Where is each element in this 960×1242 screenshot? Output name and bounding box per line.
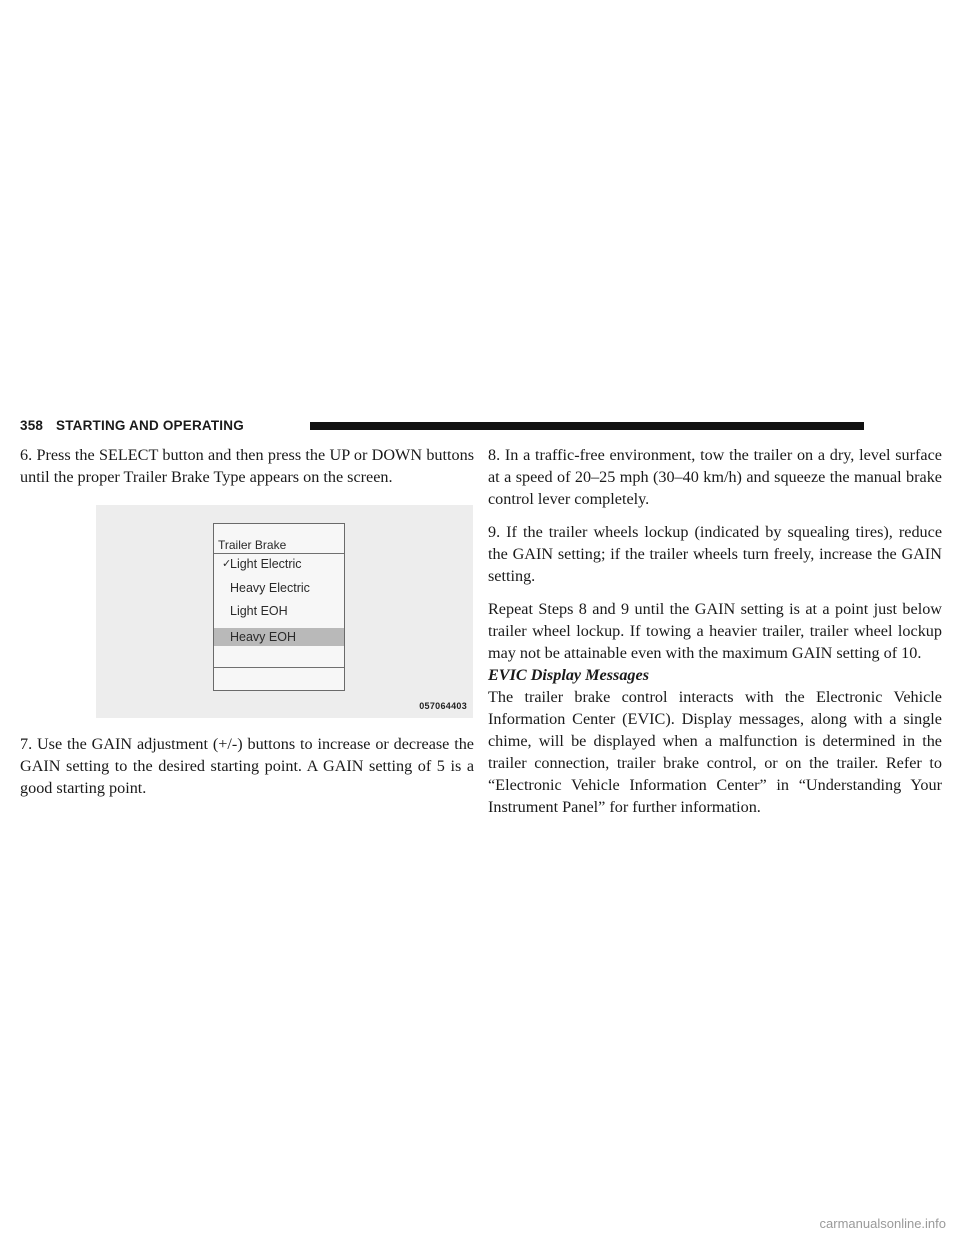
check-icon: ✓ — [222, 558, 232, 570]
option-light-eoh — [214, 602, 344, 620]
option-heavy-eoh — [214, 628, 344, 646]
option-label: Heavy Electric — [230, 581, 310, 595]
evic-paragraph: The trailer brake control interacts with the Electronic Vehicle Information Center (EVIC). Display messages, along with a single chime, will be displayed when a malfunction is determined in the trailer connection, trailer brake control, or on the trailer. Refer to “Electronic Vehicle Information Center” in “Understanding Your Instrument Panel” for further information. — [488, 688, 942, 816]
option-heavy-electric — [214, 579, 344, 597]
step-7-paragraph: 7. Use the GAIN adjustment (+/-) buttons to increase or decrease the GAIN setting to the desired starting point. A GAIN setting of 5 is a good starting point. — [20, 735, 474, 797]
section-title: STARTING AND OPERATING — [56, 418, 244, 433]
page-header — [20, 418, 864, 434]
repeat-paragraph: Repeat Steps 8 and 9 until the GAIN setting is at a point just below trailer wheel lockup. If towing a heavier trailer, trailer wheel lockup may not be attainable even with the maximum GAIN setting of 10. — [488, 600, 942, 662]
left-column — [20, 444, 474, 488]
left-column-lower — [20, 733, 474, 799]
trailer-brake-figure — [96, 505, 473, 718]
panel-title: Trailer Brake — [218, 538, 287, 552]
evic-display-panel — [213, 523, 345, 691]
step-6-paragraph: 6. Press the SELECT button and then press the UP or DOWN buttons until the proper Trailer Brake Type appears on the screen. — [20, 446, 474, 486]
option-label: Light Electric — [230, 557, 302, 571]
right-column — [488, 444, 942, 818]
option-light-electric — [214, 555, 344, 573]
page-number: 358 — [20, 418, 44, 433]
evic-subheading: EVIC Display Messages — [488, 666, 649, 684]
panel-divider — [214, 667, 344, 668]
figure-id: 057064403 — [419, 701, 467, 711]
step-9-paragraph: 9. If the trailer wheels lockup (indicated by squealing tires), reduce the GAIN setting; if the trailer wheels turn freely, increase the GAIN setting. — [488, 523, 942, 585]
header-rule — [310, 422, 864, 430]
panel-divider — [214, 553, 344, 554]
option-label: Light EOH — [230, 604, 288, 618]
option-label: Heavy EOH — [230, 630, 296, 644]
watermark-text: carmanualsonline.info — [819, 1216, 946, 1231]
step-8-paragraph: 8. In a traffic-free environment, tow the trailer on a dry, level surface at a speed of 20–25 mph (30–40 km/h) and squeeze the manual brake control lever completely. — [488, 446, 942, 508]
